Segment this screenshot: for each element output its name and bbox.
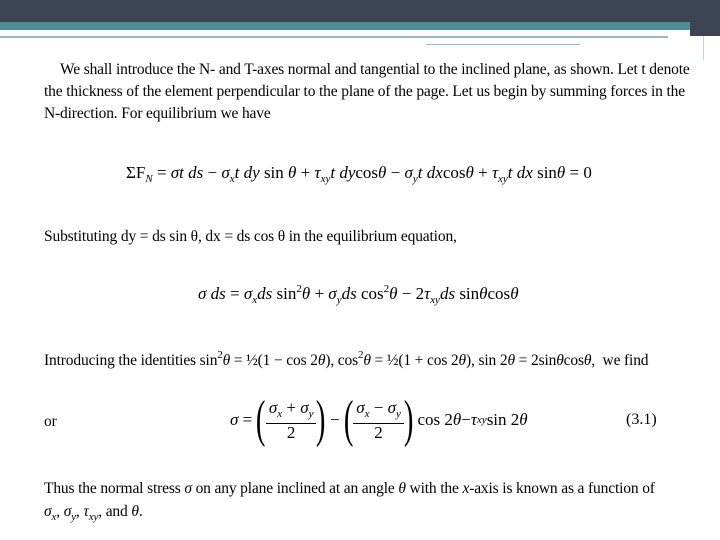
header-rule-short [426,44,580,45]
equation-normal-stress-expanded: σ ds = $\sigma_xds$ $\sin^2\theta + \sigma_yds$ $\cos^2\theta - 2\tau_{xy}ds$ sinθcosθ [198,283,519,306]
paragraph-2: Substituting dy = ds sin θ, dx = ds cos θ in the equilibrium equation, [44,228,457,245]
paragraph-1-line-3: N-direction. For equilibrium we have [44,105,271,122]
paragraph-1-line-2: the thickness of the element perpendicular to the plane of the page. Let us begin by summing forces in the [44,83,685,100]
slide-header-bar [0,0,720,28]
header-accent-stripe [0,22,690,30]
equation-force-sum: $\Sigma F_N = \sigma t$ ds − $\sigma_xt$ dy $\sin \theta + \tau_{xy}t$ $dycos\theta - \sigma_yt$ $dxcos\theta + \tau_{xy}t$ dx sinθ = 0 [126,163,592,185]
equation-number-3-1: (3.1) [626,411,657,428]
equation-3-1: σ = ( $\frac{\sigma_x + \sigma_y}{2}$ ) − ( $\frac{\sigma_x - \sigma_y}{2}$ ) cos 2 θ − τ xy sin 2 θ [230,391,528,448]
header-side-ornament [703,36,712,60]
header-corner-block [690,0,720,36]
paragraph-5-line-2: $\sigma_x$, $\sigma_y$, $\tau_{xy}$, and θ. [44,503,143,523]
paragraph-5-line-1: Thus the normal stress σ on any plane inclined at an angle θ with the x-axis is known as a function of [44,480,655,497]
header-rule-long [0,36,668,38]
connector-or: or [44,413,57,430]
paragraph-3: Introducing the identities $\sin^2\theta$ = ½(1 − cos 2θ), $\cos^2\theta$ = ½(1 + cos 2θ), sin 2θ = 2sinθcosθ, we find [44,349,649,369]
paragraph-1-line-1: We shall introduce the N- and T-axes normal and tangential to the inclined plane, as shown. Let t denote [60,61,690,78]
